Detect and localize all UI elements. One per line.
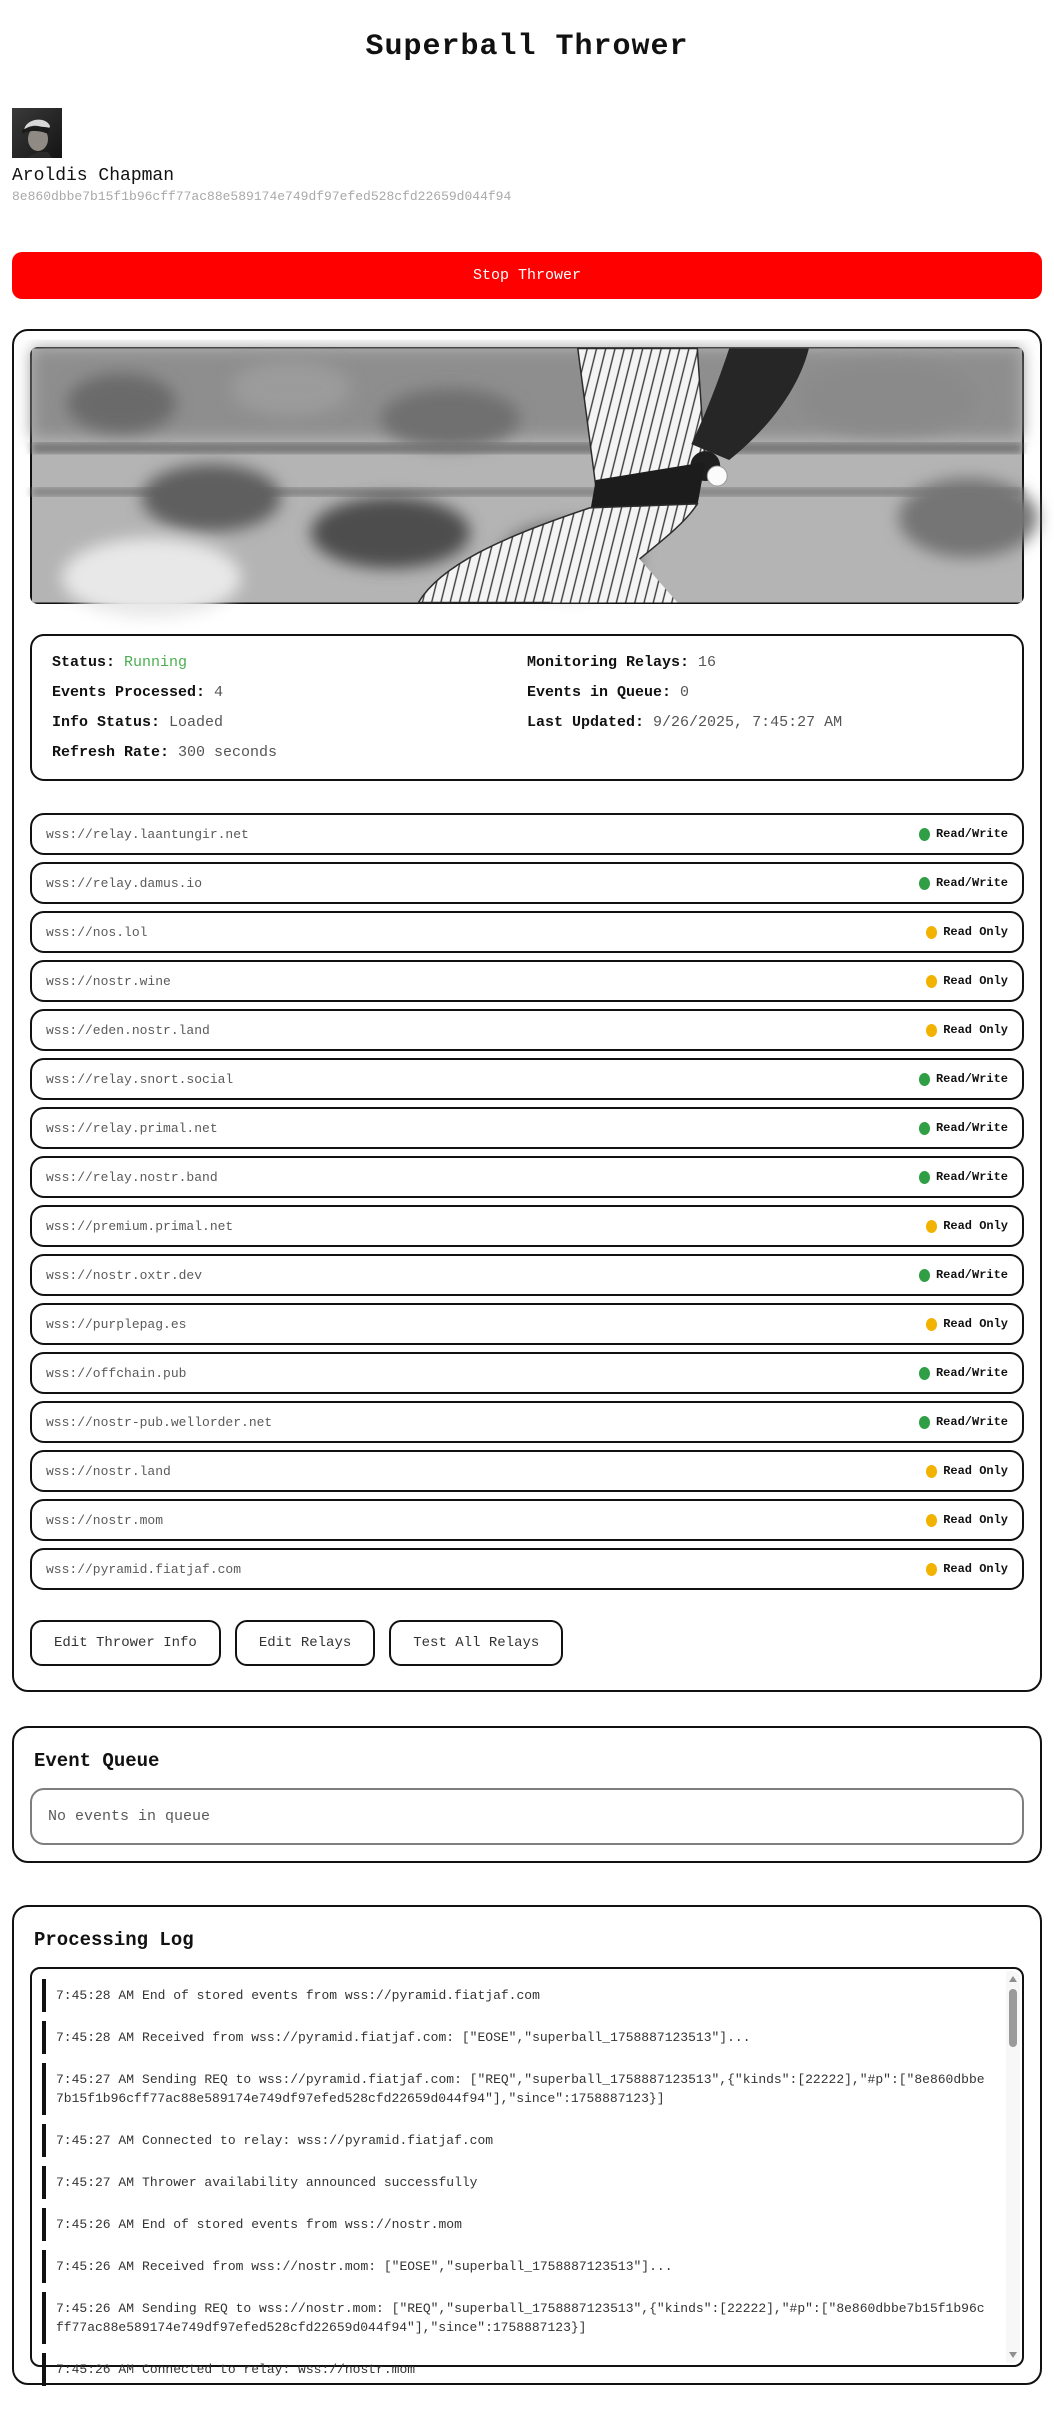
relay-access-label: Read Only (943, 1317, 1008, 1331)
status-field-value: 300 seconds (178, 744, 278, 761)
status-field-label: Events in Queue: (527, 684, 672, 701)
relay-status-dot-icon (926, 1220, 937, 1233)
scrollbar-thumb[interactable] (1009, 1989, 1017, 2047)
relay-access-label: Read Only (943, 1562, 1008, 1576)
relay-access-badge (919, 1268, 1008, 1282)
log-entry-message: Sending REQ to wss://nostr.mom: ["REQ","superball_1758887123513",{"kinds":[22222],"#p":["8e860dbbe7b15f1b96cff77ac88e589174e749df97efed528cfd22659d044f94"],"since":1758887123}] (56, 2301, 985, 2335)
status-panel (30, 634, 1024, 781)
status-field (52, 712, 527, 733)
status-field (527, 652, 1002, 673)
relay-access-badge (926, 974, 1008, 988)
status-field (52, 652, 527, 673)
log-entry (42, 2021, 996, 2054)
relay-url: wss://nostr.mom (46, 1512, 164, 1528)
log-entry-time: 7:45:26 AM (56, 2362, 135, 2377)
relay-row (30, 813, 1024, 855)
relay-row (30, 1450, 1024, 1492)
relay-url: wss://eden.nostr.land (46, 1022, 210, 1038)
log-entry (42, 1979, 996, 2012)
relay-access-label: Read/Write (935, 1366, 1008, 1380)
relay-access-badge (926, 1023, 1008, 1037)
log-entry-message: End of stored events from wss://nostr.mom (142, 2217, 462, 2232)
status-field-label: Monitoring Relays: (527, 654, 690, 671)
relay-status-dot-icon (926, 1465, 937, 1478)
relay-access-badge (926, 1562, 1008, 1576)
processing-log-card (12, 1905, 1042, 2385)
relay-status-dot-icon (919, 1073, 930, 1086)
relay-access-badge (926, 1513, 1008, 1527)
log-entry-message: Connected to relay: wss://pyramid.fiatjaf.com (142, 2133, 494, 2148)
player-avatar-icon (12, 108, 62, 158)
relay-row (30, 1107, 1024, 1149)
status-field-value: 16 (698, 654, 717, 671)
thrower-actions (30, 1620, 1024, 1674)
scroll-down-icon[interactable] (1009, 2352, 1017, 2358)
profile-section (12, 108, 1042, 204)
relay-url: wss://purplepag.es (46, 1316, 187, 1332)
thrower-card (12, 329, 1042, 1692)
pitcher-photo-illustration (32, 349, 1022, 602)
relay-status-dot-icon (919, 1171, 930, 1184)
relay-status-dot-icon (919, 1416, 930, 1429)
log-entry-time: 7:45:28 AM (56, 2030, 135, 2045)
relay-url: wss://nostr.wine (46, 973, 171, 989)
relay-access-label: Read Only (943, 1513, 1008, 1527)
stop-thrower-button[interactable]: Stop Thrower (12, 252, 1042, 299)
log-entry (42, 2063, 996, 2115)
edit-thrower-info-button[interactable]: Edit Thrower Info (30, 1620, 221, 1666)
log-entry-message: Received from wss://nostr.mom: ["EOSE","superball_1758887123513"]... (142, 2259, 673, 2274)
relay-url: wss://premium.primal.net (46, 1218, 234, 1234)
log-entry-message: Received from wss://pyramid.fiatjaf.com: ["EOSE","superball_1758887123513"]... (142, 2030, 751, 2045)
relay-access-label: Read Only (943, 1023, 1008, 1037)
relay-access-badge (926, 1219, 1008, 1233)
status-field (52, 742, 527, 763)
log-entry-time: 7:45:27 AM (56, 2175, 135, 2190)
event-queue-card (12, 1726, 1042, 1863)
relay-access-badge (926, 1464, 1008, 1478)
status-field-label: Last Updated: (527, 714, 645, 731)
relay-access-badge (919, 1415, 1008, 1429)
relay-url: wss://nos.lol (46, 924, 148, 940)
edit-relays-button[interactable]: Edit Relays (235, 1620, 375, 1666)
relay-url: wss://nostr-pub.wellorder.net (46, 1414, 273, 1430)
processing-log-scroll-area[interactable] (30, 1967, 1024, 2377)
relay-row (30, 1401, 1024, 1443)
log-entry-message: Sending REQ to wss://pyramid.fiatjaf.com: ["REQ","superball_1758887123513",{"kinds":[22222],"#p":["8e860dbbe7b15f1b96cff77ac88e589174e749df97efed528cfd22659d044f94"],"since":1758887123}] (56, 2072, 985, 2106)
relay-status-dot-icon (926, 975, 937, 988)
status-field-label: Refresh Rate: (52, 744, 170, 761)
relay-access-label: Read/Write (935, 1268, 1008, 1282)
relay-url: wss://relay.snort.social (46, 1071, 234, 1087)
relay-status-dot-icon (926, 1514, 937, 1527)
event-queue-empty-message: No events in queue (30, 1788, 1024, 1845)
status-column-left (52, 652, 527, 763)
relay-row (30, 1499, 1024, 1541)
relay-access-label: Read/Write (935, 827, 1008, 841)
status-field-value: Running (124, 654, 188, 671)
relay-status-dot-icon (919, 828, 930, 841)
log-entry-time: 7:45:27 AM (56, 2133, 135, 2148)
status-field (527, 682, 1002, 703)
log-entry (42, 2166, 996, 2199)
status-field (52, 682, 527, 703)
status-field (527, 712, 1002, 733)
relay-row (30, 1058, 1024, 1100)
relay-access-label: Read/Write (935, 1121, 1008, 1135)
relay-row (30, 1205, 1024, 1247)
log-entry-time: 7:45:28 AM (56, 1988, 135, 2003)
log-entry-message: End of stored events from wss://pyramid.fiatjaf.com (142, 1988, 540, 2003)
relay-row (30, 1009, 1024, 1051)
relay-url: wss://nostr.land (46, 1463, 171, 1479)
log-entry (42, 2124, 996, 2157)
log-entry-time: 7:45:27 AM (56, 2072, 135, 2087)
event-queue-title: Event Queue (34, 1750, 160, 1772)
relay-url: wss://relay.primal.net (46, 1120, 218, 1136)
relay-row (30, 1548, 1024, 1590)
relay-status-dot-icon (926, 1563, 937, 1576)
relay-row (30, 1254, 1024, 1296)
relay-row (30, 1156, 1024, 1198)
processing-log-title: Processing Log (34, 1929, 194, 1951)
log-scrollbar[interactable] (1006, 1971, 1020, 2363)
relay-access-label: Read/Write (935, 876, 1008, 890)
log-entry (42, 2250, 996, 2283)
profile-name: Aroldis Chapman (12, 166, 175, 186)
avatar (12, 108, 62, 158)
relay-access-label: Read/Write (935, 1415, 1008, 1429)
relay-access-label: Read Only (943, 925, 1008, 939)
relay-access-badge (919, 876, 1008, 890)
status-field-value: 0 (680, 684, 690, 701)
status-field-value: Loaded (169, 714, 224, 731)
relay-list (30, 813, 1024, 1590)
relay-access-label: Read Only (943, 1464, 1008, 1478)
relay-url: wss://offchain.pub (46, 1365, 187, 1381)
profile-pubkey: 8e860dbbe7b15f1b96cff77ac88e589174e749df97efed528cfd22659d044f94 (12, 189, 512, 204)
log-entry (42, 2353, 996, 2386)
page-title: Superball Thrower (365, 30, 689, 64)
relay-url: wss://relay.laantungir.net (46, 826, 249, 842)
relay-access-badge (919, 1072, 1008, 1086)
relay-access-badge (926, 1317, 1008, 1331)
relay-url: wss://relay.nostr.band (46, 1169, 218, 1185)
relay-url: wss://relay.damus.io (46, 875, 203, 891)
test-all-relays-button[interactable]: Test All Relays (389, 1620, 563, 1666)
relay-access-badge (919, 1366, 1008, 1380)
status-field-label: Info Status: (52, 714, 161, 731)
scroll-up-icon[interactable] (1009, 1976, 1017, 1982)
log-entry-message: Connected to relay: wss://nostr.mom (142, 2362, 416, 2377)
relay-url: wss://nostr.oxtr.dev (46, 1267, 203, 1283)
relay-status-dot-icon (919, 877, 930, 890)
relay-row (30, 911, 1024, 953)
relay-access-badge (919, 827, 1008, 841)
relay-status-dot-icon (919, 1269, 930, 1282)
status-field-label: Status: (52, 654, 116, 671)
relay-access-badge (926, 925, 1008, 939)
log-entry-message: Thrower availability announced successfully (142, 2175, 478, 2190)
relay-status-dot-icon (926, 1024, 937, 1037)
status-field-value: 9/26/2025, 7:45:27 AM (653, 714, 843, 731)
log-entry-time: 7:45:26 AM (56, 2217, 135, 2232)
status-field-label: Events Processed: (52, 684, 206, 701)
relay-status-dot-icon (919, 1367, 930, 1380)
relay-url: wss://pyramid.fiatjaf.com (46, 1561, 242, 1577)
relay-access-badge (919, 1121, 1008, 1135)
relay-status-dot-icon (926, 1318, 937, 1331)
relay-access-label: Read Only (943, 1219, 1008, 1233)
relay-row (30, 960, 1024, 1002)
relay-access-label: Read/Write (935, 1072, 1008, 1086)
status-column-right (527, 652, 1002, 763)
log-entry-time: 7:45:26 AM (56, 2259, 135, 2274)
relay-access-label: Read/Write (935, 1170, 1008, 1184)
relay-status-dot-icon (919, 1122, 930, 1135)
relay-row (30, 862, 1024, 904)
log-entry (42, 2292, 996, 2344)
pitcher-photo (30, 347, 1024, 604)
log-entry-time: 7:45:26 AM (56, 2301, 135, 2316)
relay-row (30, 1303, 1024, 1345)
log-entry (42, 2208, 996, 2241)
relay-status-dot-icon (926, 926, 937, 939)
relay-access-label: Read Only (943, 974, 1008, 988)
relay-row (30, 1352, 1024, 1394)
relay-access-badge (919, 1170, 1008, 1184)
status-field-value: 4 (214, 684, 224, 701)
